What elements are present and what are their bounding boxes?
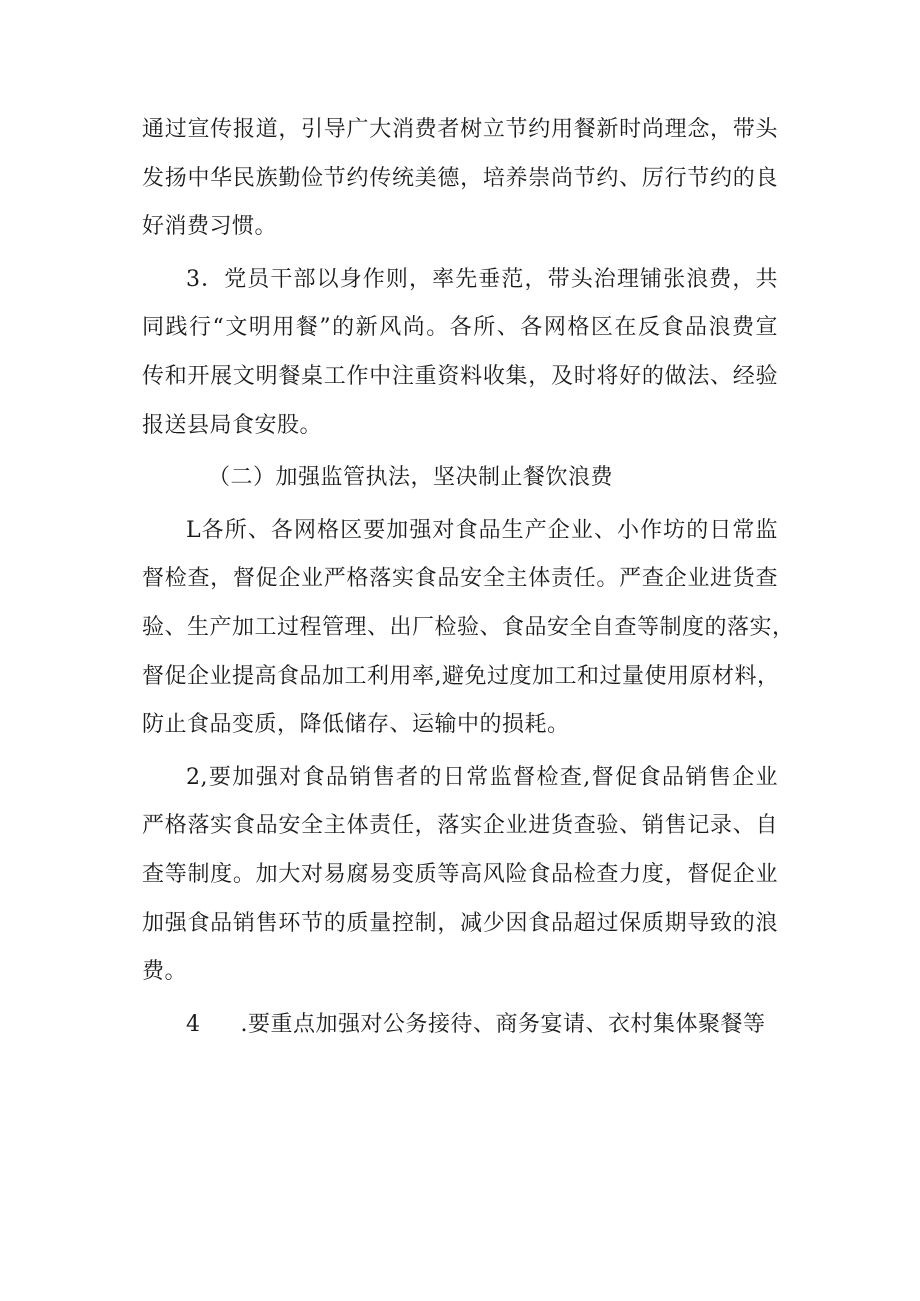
text-line: 督促企业提高食品加工利用率,避免过度加工和过量使用原材料， xyxy=(142,663,780,689)
text-line: 费。 xyxy=(142,959,188,985)
text-line: 发扬中华民族勤俭节约传统美德，培养崇尚节约、厉行节约的良 xyxy=(142,165,778,191)
text-line: 3．党员干部以身作则，率先垂范，带头治理铺张浪费，共 xyxy=(186,266,778,292)
paragraph-item-3 xyxy=(142,256,778,450)
paragraph-item-4 xyxy=(142,1001,778,1050)
text-line: 督检查，督促企业严格落实食品安全主体责任。严查企业进货查 xyxy=(142,566,778,592)
item-text: .要重点加强对公务接待、商务宴请、衣村集体聚餐等 xyxy=(240,1011,766,1037)
text-line: 通过宣传报道，引导广大消费者树立节约用餐新时尚理念，带头 xyxy=(142,117,778,142)
text-line: 加强食品销售环节的质量控制，减少因食品超过保质期导致的浪 xyxy=(142,910,778,936)
text-line: 报送县局食安股。 xyxy=(142,412,323,438)
text-line: 2,要加强对食品销售者的日常监督检查,督促食品销售企业 xyxy=(186,764,778,790)
text-line: 传和开展文明餐桌工作中注重资料收集，及时将好的做法、经验 xyxy=(142,363,778,389)
paragraph-item-1 xyxy=(142,507,795,750)
heading-text: （二）加强监管执法，坚决制止餐饮浪费 xyxy=(208,465,614,491)
document-body xyxy=(142,106,795,1049)
item-number: 4 xyxy=(186,1011,201,1037)
text-line: L各所、各网格区要加强对食品生产企业、小作坊的日常监 xyxy=(186,517,778,543)
text-line: 同践行“文明用餐”的新风尚。各所、各网格区在反食品浪费宣 xyxy=(142,315,778,341)
text-line: 查等制度。加大对易腐易变质等高风险食品检查力度，督促企业 xyxy=(142,861,778,887)
section-heading xyxy=(142,454,778,503)
paragraph-promotion xyxy=(142,106,778,252)
text-line: 验、生产加工过程管理、出厂检验、食品安全自查等制度的落实， xyxy=(142,614,795,640)
text-line: 防止食品变质，降低储存、运输中的损耗。 xyxy=(142,712,570,738)
text-line xyxy=(142,1001,778,1050)
text-line: 严格落实食品安全主体责任，落实企业进货查验、销售记录、自 xyxy=(142,813,778,839)
paragraph-item-2 xyxy=(142,754,778,997)
text-line: 好消费习惯。 xyxy=(142,214,278,240)
